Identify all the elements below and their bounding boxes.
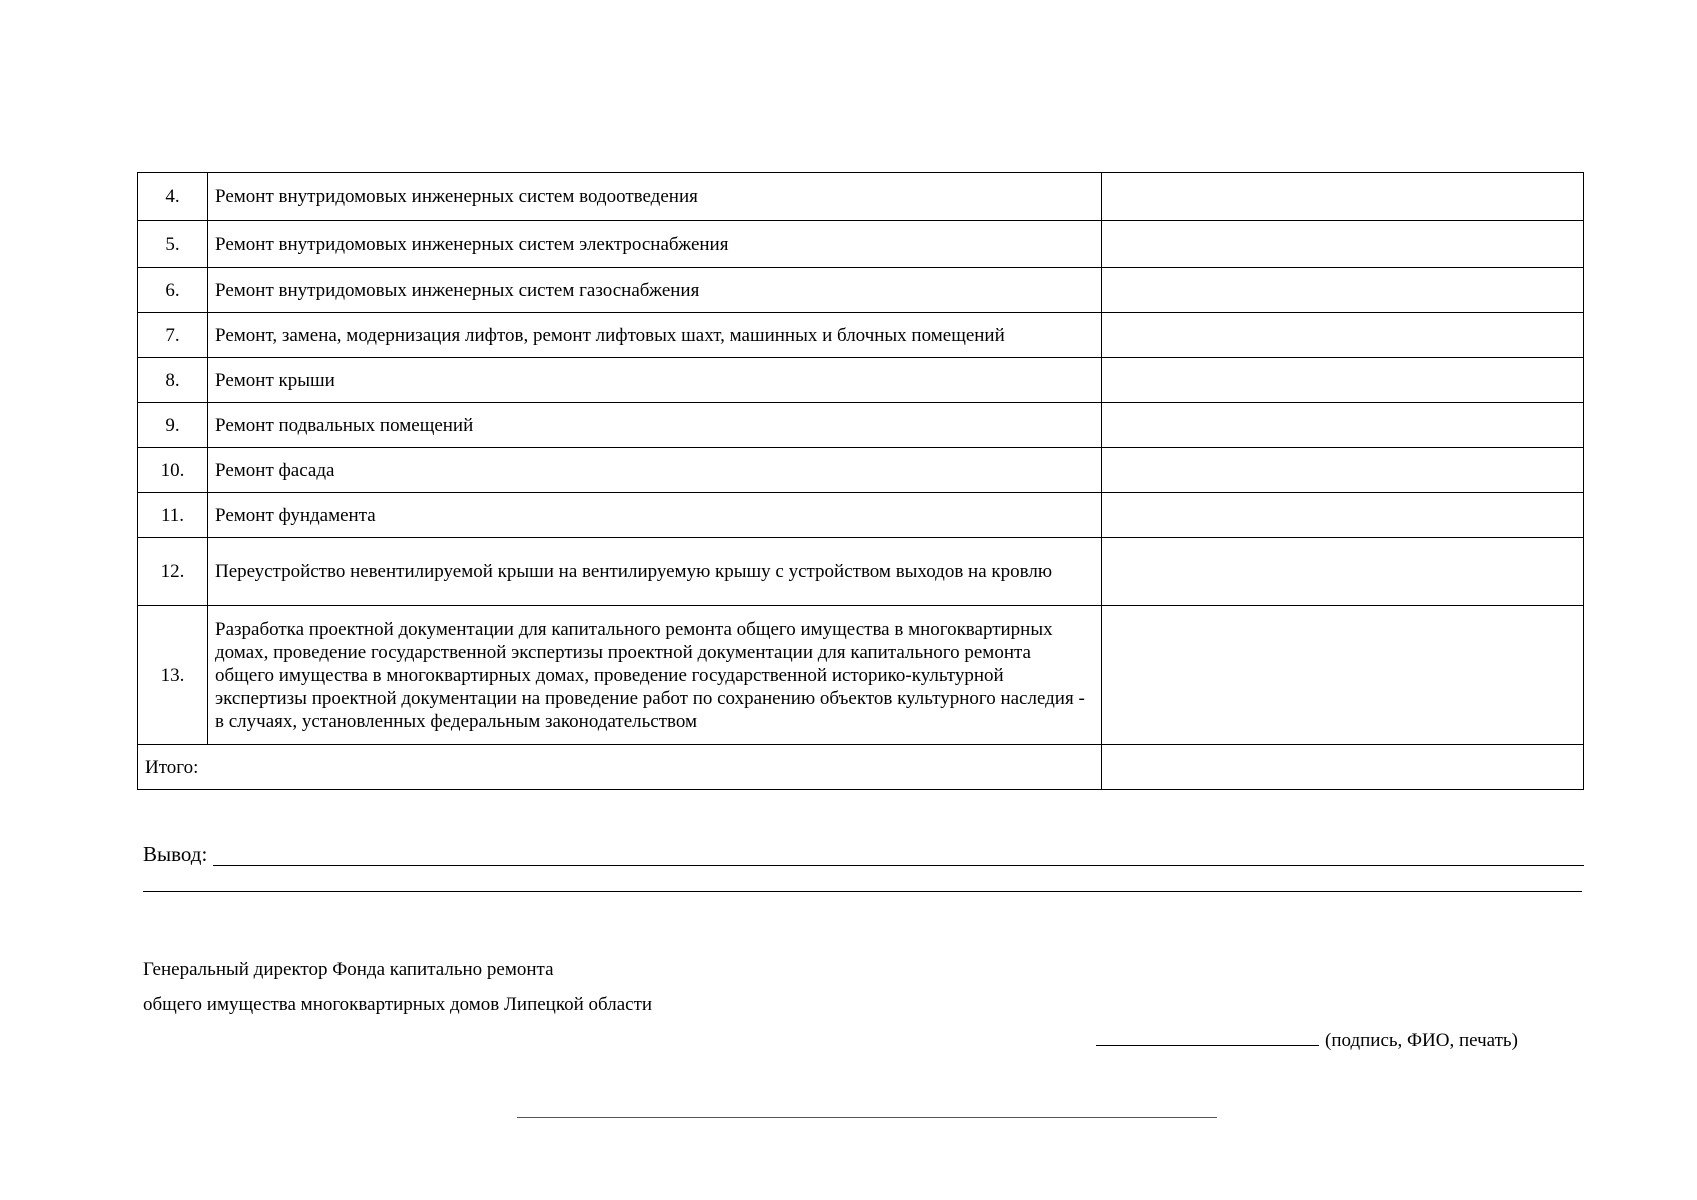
conclusion-line-1 xyxy=(213,865,1584,866)
row-number: 6. xyxy=(138,268,208,313)
table-row xyxy=(138,493,1584,538)
row-number: 7. xyxy=(138,313,208,358)
footer-separator-line xyxy=(517,1117,1217,1118)
signature-caption: (подпись, ФИО, печать) xyxy=(1325,1030,1518,1051)
row-number: 8. xyxy=(138,358,208,403)
conclusion-line-2 xyxy=(143,891,1582,892)
row-number: 11. xyxy=(138,493,208,538)
table-row xyxy=(138,221,1584,268)
row-value-cell xyxy=(1102,606,1584,745)
row-work-name: Переустройство невентилируемой крыши на вентилируемую крышу с устройством выходов на кровлю xyxy=(208,538,1102,606)
row-number: 12. xyxy=(138,538,208,606)
table-total-row xyxy=(138,745,1584,790)
total-value-cell xyxy=(1102,745,1584,790)
table-row xyxy=(138,313,1584,358)
row-value-cell xyxy=(1102,448,1584,493)
row-work-name: Ремонт внутридомовых инженерных систем электроснабжения xyxy=(208,221,1102,268)
row-value-cell xyxy=(1102,538,1584,606)
total-label: Итого: xyxy=(138,745,1102,790)
row-work-name: Ремонт фундамента xyxy=(208,493,1102,538)
row-number: 10. xyxy=(138,448,208,493)
signer-title-line-1: Генеральный директор Фонда капитально ремонта xyxy=(143,959,554,980)
works-table xyxy=(137,172,1584,790)
row-work-name: Ремонт фасада xyxy=(208,448,1102,493)
table-row xyxy=(138,358,1584,403)
row-work-name: Ремонт подвальных помещений xyxy=(208,403,1102,448)
signature-block xyxy=(1096,1027,1518,1052)
signature-line xyxy=(1096,1027,1319,1046)
row-work-name: Ремонт внутридомовых инженерных систем водоотведения xyxy=(208,173,1102,221)
row-value-cell xyxy=(1102,403,1584,448)
table-row xyxy=(138,173,1584,221)
row-work-name: Разработка проектной документации для капитального ремонта общего имущества в многоквартирных домах, проведение государственной экспертизы проектной документации для капитального ремонта общего имущества в многоквартирных домах, проведение государственной историко-культурной экспертизы проектной документации на проведение работ по сохранению объектов культурного наследия - в случаях, установленных федеральным законодательством xyxy=(208,606,1102,745)
row-value-cell xyxy=(1102,268,1584,313)
row-number: 5. xyxy=(138,221,208,268)
row-work-name: Ремонт, замена, модернизация лифтов, ремонт лифтовых шахт, машинных и блочных помещений xyxy=(208,313,1102,358)
table-row xyxy=(138,403,1584,448)
row-number: 9. xyxy=(138,403,208,448)
signer-title-line-2: общего имущества многоквартирных домов Липецкой области xyxy=(143,994,653,1015)
row-number: 4. xyxy=(138,173,208,221)
row-value-cell xyxy=(1102,221,1584,268)
conclusion-label: Вывод: xyxy=(143,842,208,866)
table-row xyxy=(138,538,1584,606)
row-work-name: Ремонт внутридомовых инженерных систем газоснабжения xyxy=(208,268,1102,313)
row-value-cell xyxy=(1102,313,1584,358)
row-work-name: Ремонт крыши xyxy=(208,358,1102,403)
row-value-cell xyxy=(1102,493,1584,538)
row-value-cell xyxy=(1102,173,1584,221)
table-row xyxy=(138,606,1584,745)
table-row xyxy=(138,268,1584,313)
row-number: 13. xyxy=(138,606,208,745)
row-value-cell xyxy=(1102,358,1584,403)
table-row xyxy=(138,448,1584,493)
